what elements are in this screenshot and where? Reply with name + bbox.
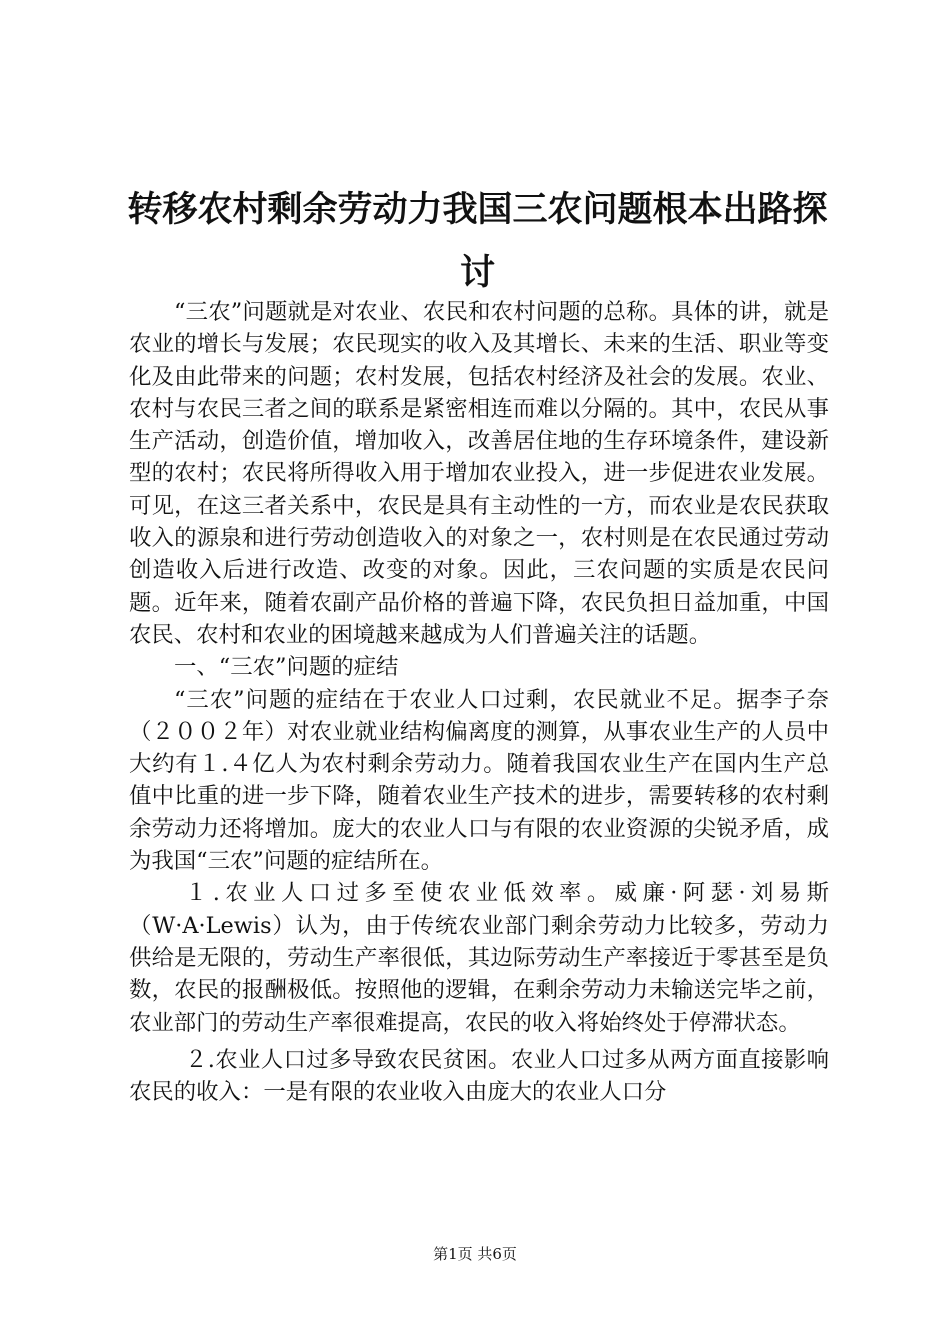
point-1-paragraph: １.农业人口过多至使农业低效率。威廉·阿瑟·刘易斯（W·A·Lewis）认为，由于传统农业部门剩余劳动力比较多，劳动力供给是无限的，劳动生产率很低，其边际劳动生产率接近于零甚至是负数，农民的报酬极低。按照他的逻辑，在剩余劳动力未输送完毕之前，农业部门的劳动生产率很难提高，农民的收入将始终处于停滞状态。 xyxy=(129,880,829,1036)
document-title: 转移农村剩余劳动力我国三农问题根本出路探讨 xyxy=(127,189,828,293)
document-body xyxy=(129,296,829,1108)
section-heading: 一、“三农”问题的症结 xyxy=(174,654,399,681)
section-paragraph: “三农”问题的症结在于农业人口过剩，农民就业不足。据李子奈（２００２年）对农业就业结构偏离度的测算，从事农业生产的人员中大约有１.４亿人为农村剩余劳动力。随着我国农业生产在国内生产总值中比重的进一步下降，随着农业生产技术的进步，需要转移的农村剩余劳动力还将增加。庞大的农业人口与有限的农业资源的尖锐矛盾，成为我国“三农”问题的症结所在。 xyxy=(129,686,829,875)
point-2-paragraph: ２.农业人口过多导致农民贫困。农业人口过多从两方面直接影响农民的收入：一是有限的农业收入由庞大的农业人口分 xyxy=(129,1046,829,1106)
page-footer: 第1页 共6页 xyxy=(433,1245,517,1263)
intro-paragraph: “三农”问题就是对农业、农民和农村问题的总称。具体的讲，就是农业的增长与发展；农民现实的收入及其增长、未来的生活、职业等变化及由此带来的问题；农村发展，包括农村经济及社会的发展。农业、农村与农民三者之间的联系是紧密相连而难以分隔的。其中，农民从事生产活动，创造价值，增加收入，改善居住地的生存环境条件，建设新型的农村；农民将所得收入用于增加农业投入，进一步促进农业发展。可见，在这三者关系中，农民是具有主动性的一方，而农业是农民获取收入的源泉和进行劳动创造收入的对象之一，农村则是在农民通过劳动创造收入后进行改造、改变的对象。因此，三农问题的实质是农民问题。近年来，随着农副产品价格的普遍下降，农民负担日益加重，中国农民、农村和农业的困境越来越成为人们普遍关注的话题。 xyxy=(129,299,829,648)
